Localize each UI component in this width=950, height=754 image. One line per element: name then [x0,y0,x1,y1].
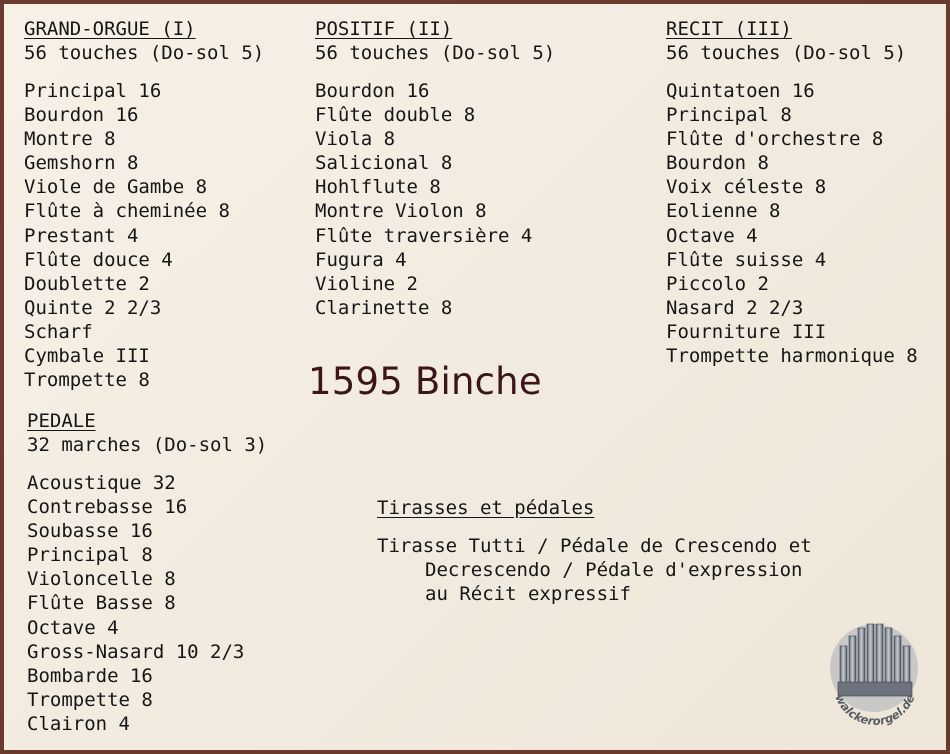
stop-item: Flûte à cheminée 8 [24,200,230,223]
stop-item: Eolienne 8 [666,200,781,223]
stop-list [315,79,555,320]
stop-item: Acoustique 32 [27,472,176,494]
column-recit [666,17,918,368]
stop-item: Trompette harmonique 8 [666,345,918,368]
tirasses-text [377,534,812,606]
stop-list [24,79,264,392]
stop-item: Fugura 4 [315,248,407,271]
stop-item: Principal 8 [27,544,153,567]
stop-list [666,79,918,368]
stop-item: Flûte douce 4 [24,248,173,271]
stop-item: Flûte suisse 4 [666,248,827,271]
stop-item: Salicional 8 [315,152,453,175]
organ-title: 1595 Binche [308,360,542,403]
division-range: 56 touches (Do-sol 5) [666,42,907,64]
stop-item: Viole de Gambe 8 [24,176,208,199]
division-title: RECIT (III) [666,18,792,40]
stop-item: Flûte traversière 4 [315,224,533,247]
stop-item: Principal 16 [24,80,162,102]
stop-list [27,471,267,736]
logo-text: walckerorgel.de [832,691,918,729]
tirasses-section [377,496,812,606]
stop-item: Principal 8 [666,104,792,127]
stop-item: Viola 8 [315,128,396,151]
stop-item: Gemshorn 8 [24,152,139,175]
division-range: 56 touches (Do-sol 5) [24,42,265,64]
stop-item: Gross-Nasard 10 2/3 [27,640,245,663]
stoplist-page [4,4,946,750]
division-title: GRAND-ORGUE (I) [24,18,196,40]
division-title: PEDALE [27,410,96,432]
stop-item: Bombarde 16 [27,664,153,687]
stop-item: Piccolo 2 [666,272,769,295]
stop-item: Clarinette 8 [315,296,453,319]
stop-item: Violine 2 [315,272,418,295]
stop-item: Clairon 4 [27,712,130,735]
organ-pipes-logo-icon [824,616,924,731]
stop-item: Soubasse 16 [27,520,153,543]
stop-item: Nasard 2 2/3 [666,296,804,319]
division-range: 32 marches (Do-sol 3) [27,434,268,456]
stop-item: Fourniture III [666,320,827,343]
stop-item: Prestant 4 [24,224,139,247]
stop-item: Bourdon 16 [315,80,430,102]
tirasses-line: Decrescendo / Pédale d'expression [425,559,803,581]
column-pedale [27,409,267,736]
stop-item: Hohlflute 8 [315,176,441,199]
stop-item: Quinte 2 2/3 [24,296,162,319]
stop-item: Flûte Basse 8 [27,592,176,615]
stop-item: Contrebasse 16 [27,496,188,519]
tirasses-heading: Tirasses et pédales [377,497,595,519]
stop-item: Flûte double 8 [315,104,476,127]
stop-item: Montre Violon 8 [315,200,487,223]
column-positif [315,17,555,320]
stop-item: Octave 4 [666,224,758,247]
stop-item: Bourdon 16 [24,104,139,127]
tirasses-line: Tirasse Tutti / Pédale de Crescendo et [377,535,812,557]
stop-item: Voix céleste 8 [666,176,827,199]
stop-item: Montre 8 [24,128,116,151]
stop-item: Flûte d'orchestre 8 [666,128,884,151]
stop-item: Cymbale III [24,345,150,368]
column-grand-orgue [24,17,264,392]
stop-item: Bourdon 8 [666,152,769,175]
stop-item: Scharf [24,320,93,343]
stop-item: Doublette 2 [24,272,150,295]
tirasses-line: au Récit expressif [425,583,631,605]
division-title: POSITIF (II) [315,18,453,40]
stop-item: Quintatoen 16 [666,80,815,102]
stop-item: Violoncelle 8 [27,568,176,591]
stop-item: Octave 4 [27,616,119,639]
stop-item: Trompette 8 [27,688,153,711]
stop-item: Trompette 8 [24,369,150,392]
division-range: 56 touches (Do-sol 5) [315,42,556,64]
